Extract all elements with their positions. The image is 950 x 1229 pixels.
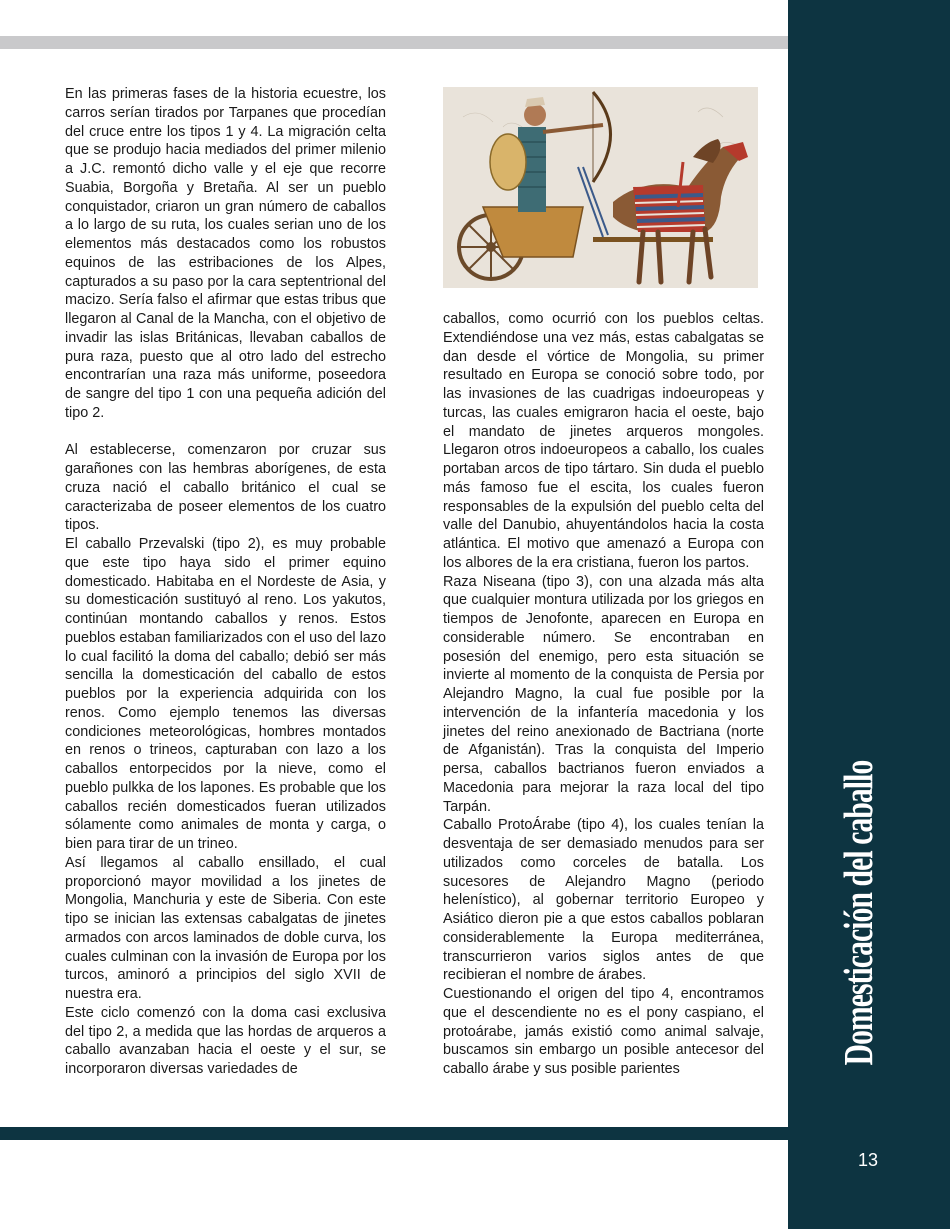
paragraph: Al establecerse, comenzaron por cruzar sus garañones con las hembras aborígenes, de esta cruza nació el caballo británico el cual se caracterizaba de poseer elementos de los cuatro tipos. (65, 442, 386, 534)
paragraph-gap (65, 423, 386, 442)
page-number: 13 (858, 1150, 879, 1170)
paragraph: Raza Niseana (tipo 3), con una alzada más alta que cualquier montura utilizada por los griegos en tiempos de Jenofonte, aparecen en Europa en considerable número. Se encontraban en posesión del enemigo, pero esta situación se invierte al momento de la conquista de Persia por Alejandro Magno, la cual fue posible por la intervención de la infantería macedonia y los jinetes del reino anexionado de Bactriana (norte de Afganistán). Tras la conquista del Imperio persa, caballos bactrianos fueron enviados a Macedonia para mejorar la raza local del tipo Tarpán. (443, 573, 764, 815)
right-column (443, 310, 764, 1079)
chariot-archer-illustration (443, 87, 758, 288)
top-decorative-bar (0, 36, 788, 49)
paragraph: El caballo Przevalski (tipo 2), es muy probable que este tipo haya sido el primer equino domesticado. Habitaba en el Nordeste de Asia, y su domesticación sustituyó al reno. Los yakutos, continúan montando caballos y renos. Estos pueblos estaban familiarizados con el uso del lazo lo cual facilitó la doma del caballo; debió ser más sencilla la domesticación del caballo de estos pueblos por la experiencia adquirida con los renos. Como ejemplo tenemos las diversas condiciones meteorológicas, hombres montados en renos o trineos, capturaban con lazo a los caballos entorpecidos por la nieve, como el pueblo pulkka de los lapones. Es probable que los caballos recién domesticados fueran utilizados sólamente como animales de monta y carga, o bien para tirar de un trineo. (65, 536, 386, 852)
paragraph: En las primeras fases de la historia ecuestre, los carros serían tirados por Tarpanes que procedían del cruce entre los tipos 1 y 4. La migración celta que se produjo hacia mediados del primer milenio a J.C. remontó dicho valle y el eje que recorre Suabia, Borgoña y Bretaña. Al ser un pueblo conquistador, criaron un gran número de caballos a lo largo de su ruta, los cuales serian uno de los elementos más destacados como los robustos equinos de las estribaciones de los Alpes, capturados a su paso por la cara septentrional del macizo. Sería falso el afirmar que estas tribus que llegaron al Canal de la Mancha, con el objetivo de invadir las islas Británicas, llevaban caballos de pura raza, puesto que al otro lado del estrecho encontrarían una raza más uniforme, poseedora de sangre del tipo 1 con una pequeña adición del tipo 2. (65, 86, 386, 421)
paragraph: caballos, como ocurrió con los pueblos celtas. Extendiéndose una vez más, estas cabalgatas se dan desde el vórtice de Mongolia, su primer resultado en Europa se conoció sobre todo, por las invasiones de las cuadrigas indoeuropeas y turcas, las cuales emigraron hacia el oeste, bajo el mandato de jinetes arqueros mongoles. Llegaron otros indoeuropeos a caballo, los cuales portaban arcos de tipo tártaro. Sin duda el pueblo más famoso fue el escita, los cuales fueron responsables de la expulsión del pueblo celta del valle del Danubio, ahuyentándolos hacia la costa atlántica. El motivo que amenazó a Europa con los albores de la era cristiana, fueron los partos. (443, 311, 764, 571)
paragraph: Caballo ProtoÁrabe (tipo 4), los cuales tenían la desventaja de ser demasiado menudos para ser utilizados como corceles de batalla. Los sucesores de Alejandro Magno (periodo helenístico), al gobernar territorio Europeo y Asiático dieron pie a que estos caballos poblaran considerablemente la Europa mediterránea, transcurrieron varios siglos antes de que recibieran el nombre de árabes. (443, 817, 764, 984)
left-column (65, 85, 386, 1079)
paragraph: Así llegamos al caballo ensillado, el cual proporcionó mayor movilidad a los jinetes de Mongolia, Manchuria y este de Siberia. Con este tipo se inician las extensas cabalgatas de jinetes armados con arcos laminados de doble curva, los cuales culminan con la invasión de Europa por los turcos, aminoró a principios del siglo XVII de nuestra era. (65, 854, 386, 1002)
paragraph: Este ciclo comenzó con la doma casi exclusiva del tipo 2, a medida que las hordas de arqueros a caballo avanzaban hacia el oeste y el sur, se incorporaron diversas variedades de (65, 1004, 386, 1077)
bottom-decorative-bar (0, 1127, 788, 1140)
section-title: Domesticación del caballo (835, 760, 881, 1066)
paragraph: Cuestionando el origen del tipo 4, encontramos que el descendiente no es el pony caspiano, el protoárabe, jamás existió como animal salvaje, buscamos sin embargo un posible antecesor del caballo árabe y sus posible parientes (443, 986, 764, 1077)
